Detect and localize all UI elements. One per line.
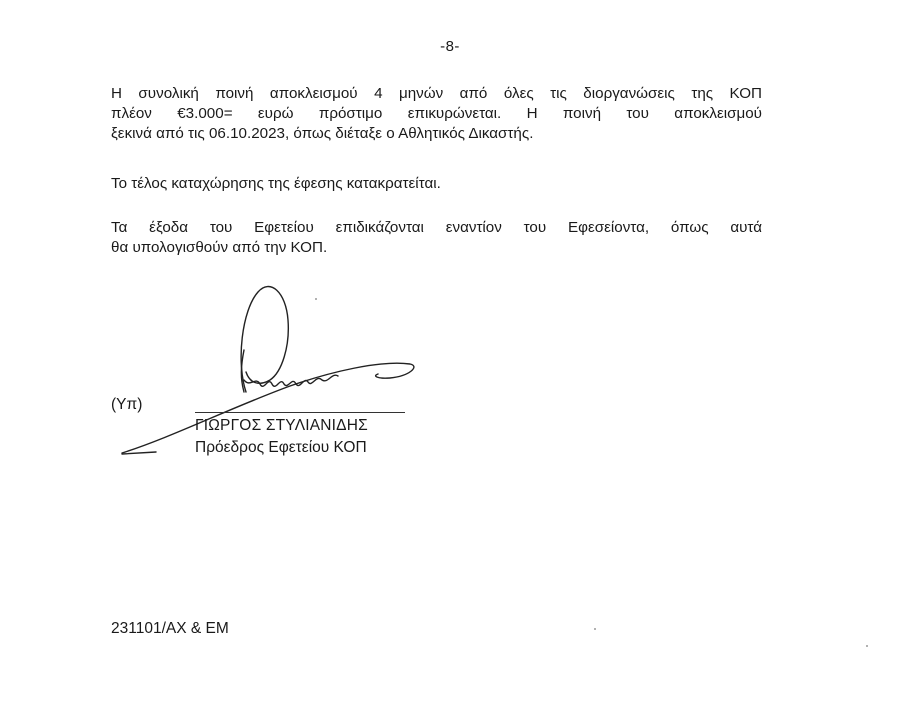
signer-title: Πρόεδρος Εφετείου ΚΟΠ (195, 439, 367, 456)
signed-prefix: (Υπ) (111, 396, 143, 413)
scan-speck (315, 298, 317, 300)
paragraph-line: Η συνολική ποινή αποκλεισμού 4 μηνών από όλες τις διοργανώσεις της ΚΟΠ (111, 85, 762, 102)
handwritten-signature (110, 280, 430, 465)
fee-paragraph (111, 174, 762, 194)
paragraph-line: Τα έξοδα του Εφετείου επιδικάζονται εναντίον του Εφεσείοντα, όπως αυτά (111, 219, 762, 236)
paragraph-line: Το τέλος καταχώρησης της έφεσης κατακρατείται. (111, 175, 441, 192)
page-number: -8- (440, 38, 460, 55)
signer-name: ΓΙΩΡΓΟΣ ΣΤΥΛΙΑΝΙΔΗΣ (195, 417, 368, 434)
paragraph-line: ξεκινά από τις 06.10.2023, όπως διέταξε ο Αθλητικός Δικαστής. (111, 125, 534, 142)
ruling-paragraph (111, 84, 762, 144)
signature-line (195, 412, 405, 413)
scan-speck (594, 628, 596, 630)
costs-paragraph (111, 218, 762, 258)
scan-speck (866, 645, 868, 647)
paragraph-line: πλέον €3.000= ευρώ πρόστιμο επικυρώνεται. Η ποινή του αποκλεισμού (111, 105, 762, 122)
document-reference: 231101/ΑΧ & ΕΜ (111, 620, 229, 637)
paragraph-line: θα υπολογισθούν από την ΚΟΠ. (111, 239, 328, 256)
